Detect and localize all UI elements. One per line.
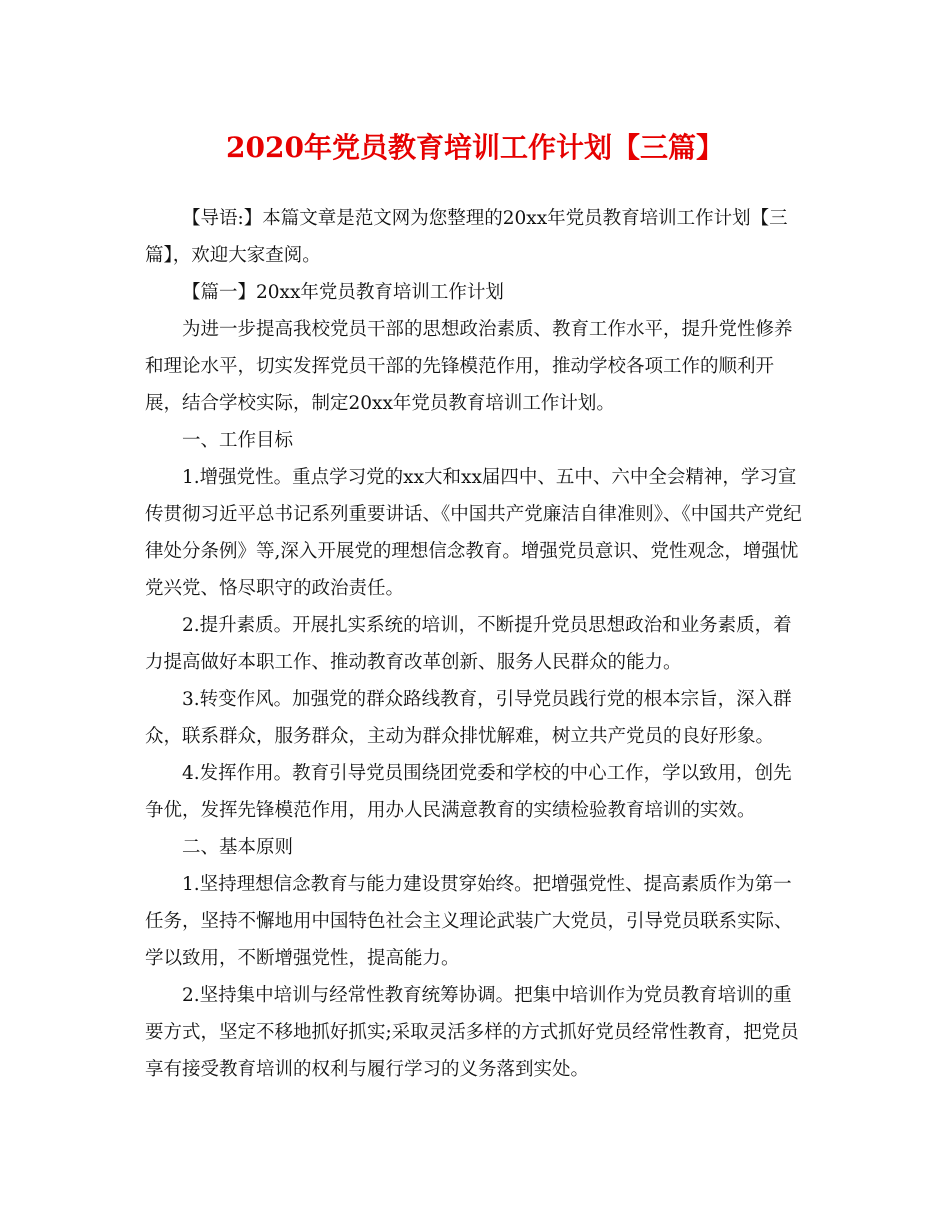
paragraph-purpose: 为进一步提高我校党员干部的思想政治素质、教育工作水平，提升党性修养和理论水平，切实发挥党员干部的先锋模范作用，推动学校各项工作的顺利开展，结合学校实际，制定20xx年党员教育培训工作计划。 bbox=[145, 319, 793, 414]
paragraph-goal-3: 3.转变作风。加强党的群众路线教育，引导党员践行党的根本宗旨，深入群众，联系群众，服务群众，主动为群众排忧解难，树立共产党员的良好形象。 bbox=[145, 689, 792, 747]
section-heading-basic-principles: 二、基本原则 bbox=[182, 837, 294, 858]
document-body bbox=[145, 200, 805, 1088]
paragraph-goal-1: 1.增强党性。重点学习党的xx大和xx届四中、五中、六中全会精神，学习宣传贯彻习近平总书记系列重要讲话、《中国共产党廉洁自律准则》、《中国共产党纪律处分条例》等,深入开展党的理想信念教育。增强党员意识、党性观念，增强忧党兴党、恪尽职守的政治责任。 bbox=[145, 467, 802, 599]
paragraph-goal-2: 2.提升素质。开展扎实系统的培训，不断提升党员思想政治和业务素质，着力提高做好本职工作、推动教育改革创新、服务人民群众的能力。 bbox=[145, 615, 792, 673]
paragraph-goal-4: 4.发挥作用。教育引导党员围绕团党委和学校的中心工作，学以致用，创先争优，发挥先锋模范作用，用办人民满意教育的实绩检验教育培训的实效。 bbox=[145, 763, 792, 821]
document-title: 2020年党员教育培训工作计划【三篇】 bbox=[226, 131, 724, 164]
paragraph-principle-2: 2.坚持集中培训与经常性教育统筹协调。把集中培训作为党员教育培训的重要方式，坚定不移地抓好抓实;采取灵活多样的方式抓好党员经常性教育，把党员享有接受教育培训的权利与履行学习的义务落到实处。 bbox=[145, 985, 799, 1080]
paragraph-intro: 【导语:】本篇文章是范文网为您整理的20xx年党员教育培训工作计划【三篇】，欢迎大家查阅。 bbox=[145, 208, 788, 266]
paragraph-principle-1: 1.坚持理想信念教育与能力建设贯穿始终。把增强党性、提高素质作为第一任务，坚持不懈地用中国特色社会主义理论武装广大党员，引导党员联系实际、学以致用，不断增强党性，提高能力。 bbox=[145, 874, 793, 969]
section-heading-work-goals: 一、工作目标 bbox=[182, 430, 294, 451]
section-heading-part-one: 【篇一】20xx年党员教育培训工作计划 bbox=[182, 282, 504, 303]
